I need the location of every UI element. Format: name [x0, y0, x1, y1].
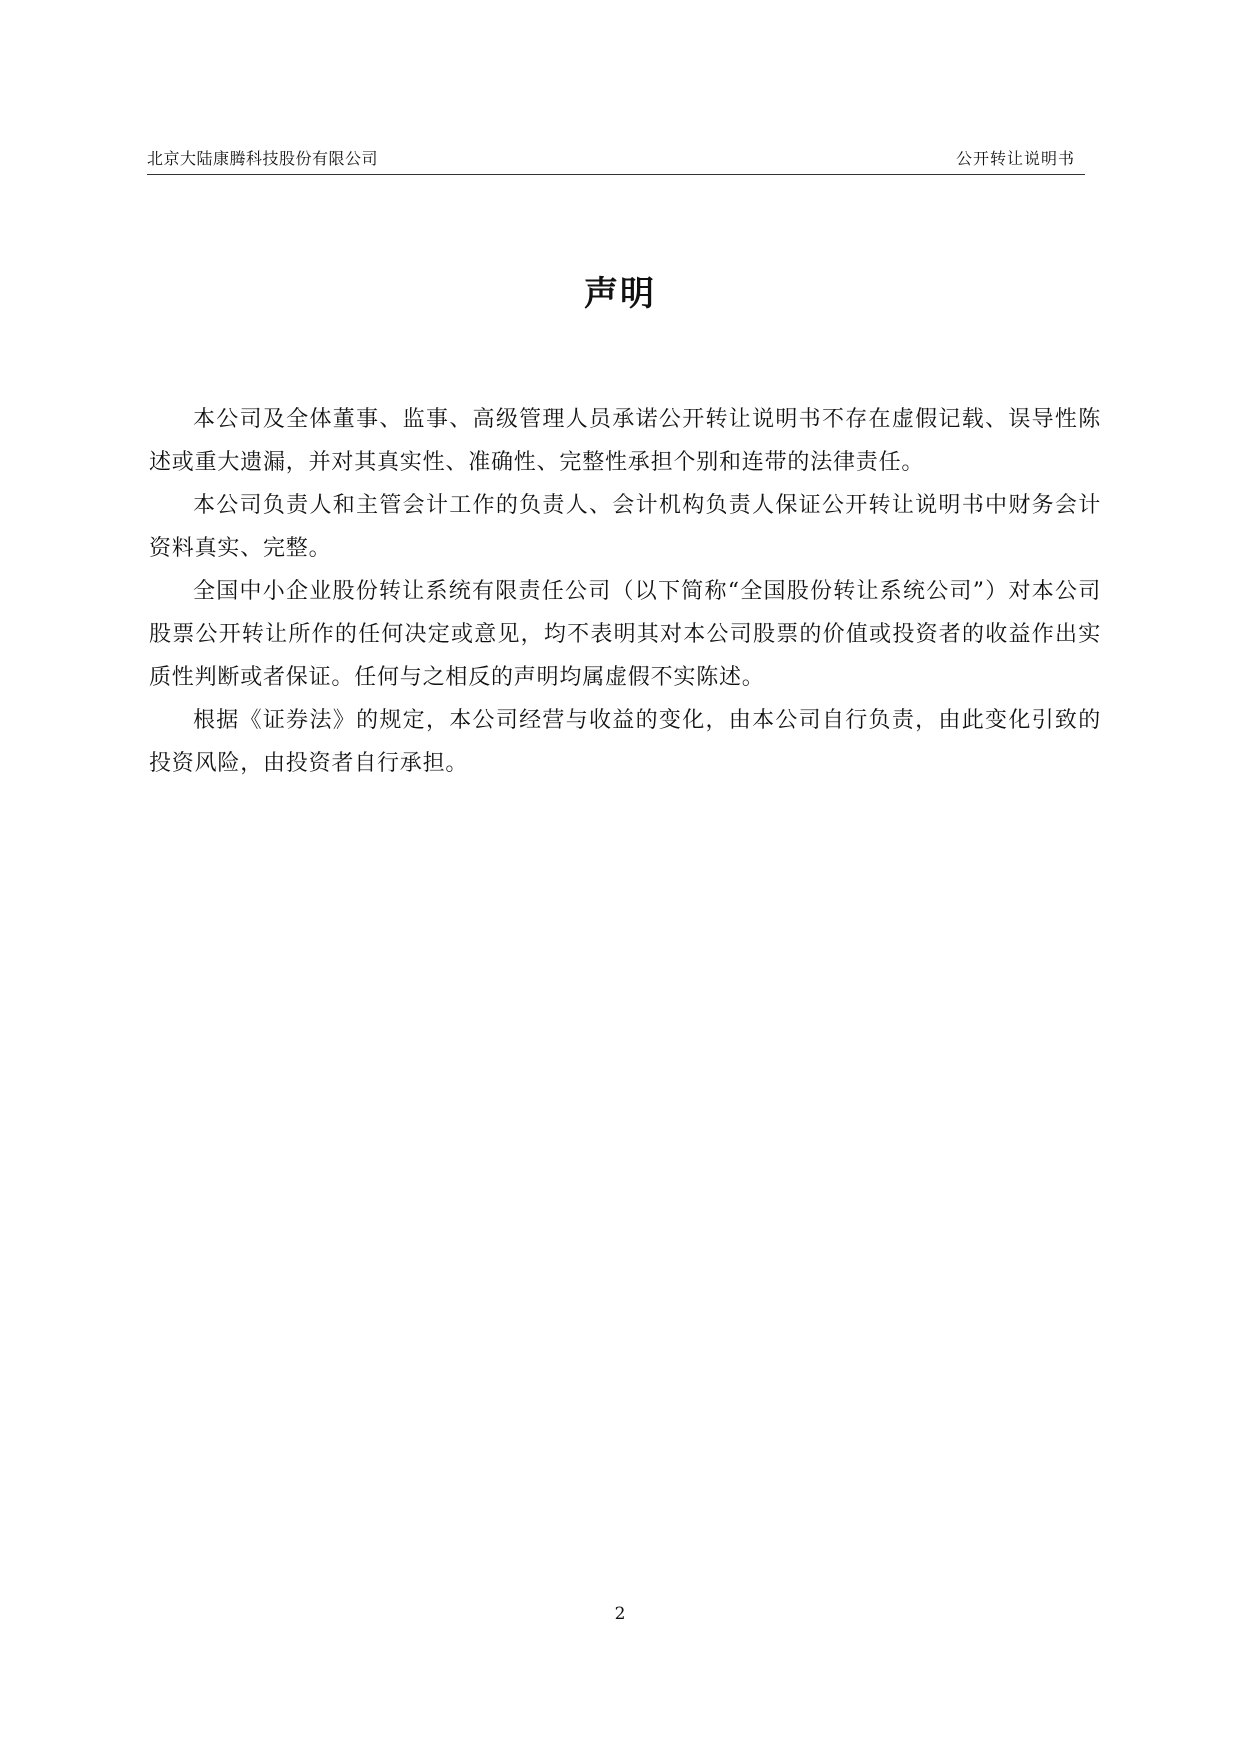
declaration-body [149, 398, 1101, 785]
declaration-paragraph-4: 根据《证券法》的规定，本公司经营与收益的变化，由本公司自行负责，由此变化引致的投资风险，由投资者自行承担。 [149, 708, 1101, 776]
header-company-name: 北京大陆康腾科技股份有限公司 [147, 149, 379, 168]
header-document-type: 公开转让说明书 [955, 149, 1075, 168]
page-header [147, 148, 1085, 175]
page-title: 声明 [584, 274, 656, 314]
page-number: 2 [614, 1604, 626, 1624]
declaration-paragraph-3: 全国中小企业股份转让系统有限责任公司（以下简称“全国股份转让系统公司”）对本公司股票公开转让所作的任何决定或意见，均不表明其对本公司股票的价值或投资者的收益作出实质性判断或者保证。任何与之相反的声明均属虚假不实陈述。 [149, 579, 1101, 690]
declaration-paragraph-1: 本公司及全体董事、监事、高级管理人员承诺公开转让说明书不存在虚假记载、误导性陈述或重大遗漏，并对其真实性、准确性、完整性承担个别和连带的法律责任。 [149, 407, 1101, 475]
declaration-paragraph-2: 本公司负责人和主管会计工作的负责人、会计机构负责人保证公开转让说明书中财务会计资料真实、完整。 [149, 493, 1101, 561]
